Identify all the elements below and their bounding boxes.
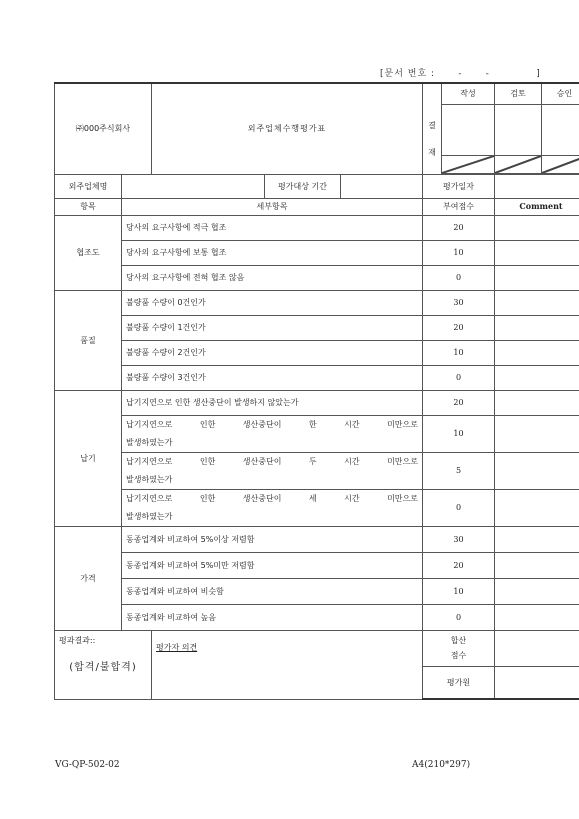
period-label: 평가대상 기간 — [265, 175, 341, 198]
detail-text: 당사의 요구사항에 전혀 협조 않음 — [122, 265, 423, 290]
detail-text: 당사의 요구사항에 적극 협조 — [122, 215, 423, 240]
detail-text: 당사의 요구사항에 보통 협조 — [122, 240, 423, 265]
score-value: 0 — [423, 265, 495, 290]
comment-cell[interactable] — [495, 265, 579, 290]
table-header-row — [55, 198, 579, 215]
table-row — [55, 315, 579, 340]
score-value: 10 — [423, 340, 495, 365]
score-value: 0 — [423, 604, 495, 630]
evaluation-form — [54, 82, 579, 700]
detail-text: 불량품 수량이 1건인가 — [122, 315, 423, 340]
date-label: 평가일자 — [423, 174, 495, 198]
table-row — [55, 390, 579, 415]
comment-cell[interactable] — [495, 290, 579, 315]
diagonal-line-icon — [495, 156, 541, 173]
approval-date-review[interactable] — [495, 155, 542, 173]
category-price: 가격 — [55, 526, 122, 630]
header-row-1 — [55, 83, 579, 104]
comment-cell[interactable] — [495, 604, 579, 630]
result-label: 평과결과:: — [59, 635, 96, 645]
comment-cell[interactable] — [495, 365, 579, 390]
comment-cell[interactable] — [495, 552, 579, 578]
score-value: 10 — [423, 578, 495, 604]
approval-date-approve[interactable] — [542, 155, 579, 173]
vendor-label: 외주업체명 — [55, 174, 122, 198]
detail-text: 납기지연으로 인한 생산중단이 발생하지 않았는가 — [122, 390, 423, 415]
score-value: 20 — [423, 390, 495, 415]
approval-col-approve: 승인 — [542, 83, 579, 104]
score-value: 30 — [423, 526, 495, 552]
comment-cell[interactable] — [495, 489, 579, 526]
score-value: 30 — [423, 290, 495, 315]
approval-sign-approve[interactable] — [542, 104, 579, 155]
table-row — [55, 215, 579, 240]
header-detail: 세부항목 — [122, 198, 423, 215]
table-row — [55, 240, 579, 265]
table-row — [55, 452, 579, 489]
form-title: 외주업체수행평가표 — [152, 83, 423, 174]
score-value: 20 — [423, 552, 495, 578]
comment-cell[interactable] — [495, 215, 579, 240]
info-row — [55, 174, 579, 198]
table-row — [55, 526, 579, 552]
evaluator-input[interactable] — [495, 666, 579, 699]
comment-cell[interactable] — [495, 578, 579, 604]
score-value: 20 — [423, 315, 495, 340]
comment-cell[interactable] — [495, 452, 579, 489]
table-row — [55, 604, 579, 630]
approval-col-author: 작성 — [442, 83, 495, 104]
opinion-cell[interactable] — [152, 630, 423, 699]
detail-text: 불량품 수량이 2건인가 — [122, 340, 423, 365]
comment-cell[interactable] — [495, 526, 579, 552]
category-quality: 품질 — [55, 290, 122, 390]
detail-text: 납기지연으로 인한 생산중단이 두 시간 미만으로 발생하였는가 — [122, 452, 423, 489]
approval-col-review: 검토 — [495, 83, 542, 104]
table-row — [55, 578, 579, 604]
score-value: 10 — [423, 240, 495, 265]
approval-label: 결 재 — [423, 83, 442, 174]
date-input[interactable] — [495, 174, 579, 198]
table-row — [55, 290, 579, 315]
table-row — [55, 489, 579, 526]
form-code: VG-QP-502-02 — [55, 760, 120, 770]
comment-cell[interactable] — [495, 415, 579, 452]
vendor-input[interactable] — [122, 174, 265, 198]
comment-cell[interactable] — [495, 340, 579, 365]
table-row — [55, 265, 579, 290]
detail-text: 동종업계와 비교하여 5%미만 저렴함 — [122, 552, 423, 578]
opinion-label: 평가자 의견 — [156, 642, 198, 652]
result-row-1 — [55, 630, 579, 666]
score-value: 5 — [423, 452, 495, 489]
score-value: 10 — [423, 415, 495, 452]
diagonal-line-icon — [442, 156, 494, 173]
total-score-input[interactable] — [495, 630, 579, 666]
pass-fail-label: (합격/불합격) — [69, 661, 137, 673]
detail-text: 불량품 수량이 0건인가 — [122, 290, 423, 315]
company-name: ㈜000주식회사 — [55, 83, 152, 174]
approval-sign-review[interactable] — [495, 104, 542, 155]
paper-size: A4(210*297) — [412, 760, 471, 770]
table-row — [55, 415, 579, 452]
score-value: 0 — [423, 365, 495, 390]
detail-text: 동종업계와 비교하여 높음 — [122, 604, 423, 630]
total-score-label: 합산 점수 — [423, 630, 495, 666]
detail-text: 동종업계와 비교하여 비슷함 — [122, 578, 423, 604]
comment-cell[interactable] — [495, 240, 579, 265]
table-row — [55, 340, 579, 365]
score-value: 0 — [423, 489, 495, 526]
table-row — [55, 552, 579, 578]
result-cell — [55, 630, 152, 699]
category-cooperation: 협조도 — [55, 215, 122, 290]
detail-text: 불량품 수량이 3건인가 — [122, 365, 423, 390]
comment-cell[interactable] — [495, 390, 579, 415]
period-input[interactable] — [341, 175, 422, 198]
evaluator-label: 평가원 — [423, 666, 495, 699]
table-row — [55, 365, 579, 390]
header-score: 부여점수 — [423, 198, 495, 215]
comment-cell[interactable] — [495, 315, 579, 340]
period-cell — [265, 174, 423, 198]
document-number: [문서 번호 : - - ] — [380, 69, 541, 79]
score-value: 20 — [423, 215, 495, 240]
detail-text: 납기지연으로 인한 생산중단이 세 시간 미만으로 발생하였는가 — [122, 489, 423, 526]
approval-date-author[interactable] — [442, 155, 495, 173]
detail-text: 동종업계와 비교하여 5%이상 저렴함 — [122, 526, 423, 552]
diagonal-line-icon — [542, 156, 579, 173]
category-delivery: 납기 — [55, 390, 122, 526]
detail-text: 납기지연으로 인한 생산중단이 한 시간 미만으로 발생하였는가 — [122, 415, 423, 452]
header-comment: Comment — [495, 198, 579, 215]
approval-sign-author[interactable] — [442, 104, 495, 155]
header-item: 항목 — [55, 198, 122, 215]
